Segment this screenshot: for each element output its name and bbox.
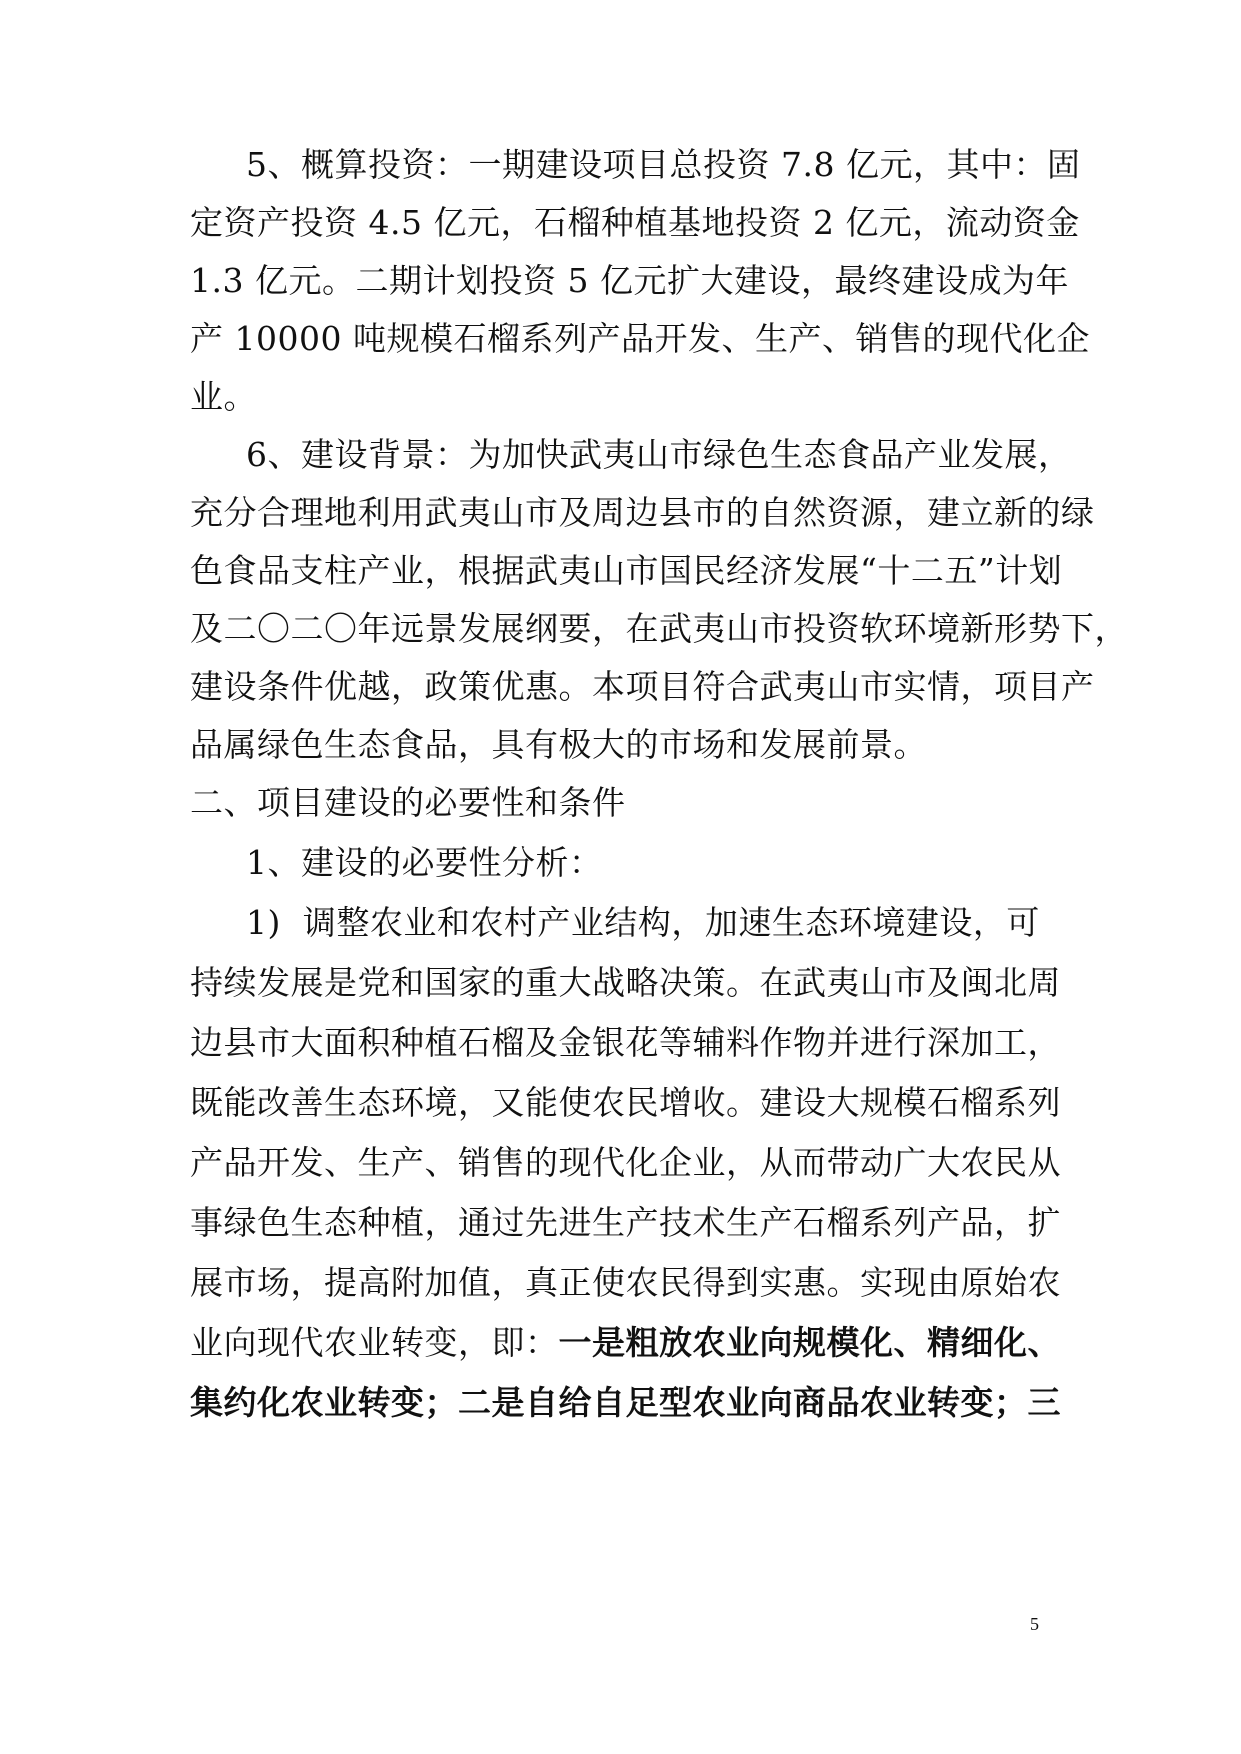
line-text: 展市场，提高附加值，真正使农民得到实惠。实现由原始农 [190, 1263, 1061, 1302]
line-text: 充分合理地利用武夷山市及周边县市的自然资源，建立新的绿 [190, 493, 1095, 532]
text-line [246, 132, 1126, 198]
text-line [246, 890, 1126, 956]
line-text: 产品开发、生产、销售的现代化企业，从而带动广大农民从 [190, 1143, 1061, 1182]
text-line [190, 712, 1070, 778]
line-text: 事绿色生态种植，通过先进生产技术生产石榴系列产品，扩 [190, 1203, 1061, 1242]
text-line [190, 364, 1070, 430]
line-text: 品属绿色生态食品，具有极大的市场和发展前景。 [190, 725, 927, 764]
text-line [190, 1370, 1070, 1436]
line-text: 及二〇二〇年远景发展纲要，在武夷山市投资软环境新形势下， [190, 609, 1128, 648]
list-marker: 1) [246, 903, 281, 942]
text-line [190, 1010, 1070, 1076]
section-heading [190, 770, 1070, 836]
heading-text: 二、项目建设的必要性和条件 [190, 783, 626, 822]
line-text: 业。 [190, 377, 257, 416]
line-text: 边县市大面积种植石榴及金银花等辅料作物并进行深加工， [190, 1023, 1061, 1062]
text-line [190, 1130, 1070, 1196]
text-line [246, 422, 1126, 488]
line-text: 色食品支柱产业，根据武夷山市国民经济发展“十二五”计划 [190, 551, 1063, 590]
subsection-heading [246, 830, 1126, 896]
text-line [190, 306, 1090, 372]
line-text: 定资产投资 4.5 亿元，石榴种植基地投资 2 亿元，流动资金 [190, 203, 1080, 242]
bold-text: 一是粗放农业向规模化、精细化、 [558, 1323, 1061, 1362]
line-text: 既能改善生态环境，又能使农民增收。建设大规模石榴系列 [190, 1083, 1061, 1122]
line-text: 建设条件优越，政策优惠。本项目符合武夷山市实情，项目产 [190, 667, 1095, 706]
line-text: 6、建设背景：为加快武夷山市绿色生态食品产业发展， [246, 435, 1072, 474]
text-line [190, 190, 1080, 256]
text-line [190, 248, 1070, 314]
text-line [190, 1310, 1070, 1376]
line-text: 产 10000 吨规模石榴系列产品开发、生产、销售的现代化企 [190, 319, 1090, 358]
text-line [190, 1070, 1070, 1136]
line-text: 5、概算投资：一期建设项目总投资 7.8 亿元，其中：固 [246, 145, 1081, 184]
heading-text: 1、建设的必要性分析： [246, 843, 603, 882]
line-text: 持续发展是党和国家的重大战略决策。在武夷山市及闽北周 [190, 963, 1061, 1002]
bold-text: 集约化农业转变；二是自给自足型农业向商品农业转变；三 [190, 1383, 1061, 1422]
line-text: 1.3 亿元。二期计划投资 5 亿元扩大建设，最终建设成为年 [190, 261, 1069, 300]
page-number: 5 [1030, 1614, 1039, 1634]
text-line [190, 480, 1095, 546]
text-line [190, 1250, 1070, 1316]
text-line [190, 950, 1070, 1016]
text-line [190, 1190, 1070, 1256]
line-text: 调整农业和农村产业结构，加速生态环境建设，可 [302, 903, 1040, 942]
text-line [190, 538, 1070, 604]
text-line [190, 654, 1095, 720]
text-line [190, 596, 1128, 662]
line-text: 业向现代农业转变，即： [190, 1323, 559, 1362]
